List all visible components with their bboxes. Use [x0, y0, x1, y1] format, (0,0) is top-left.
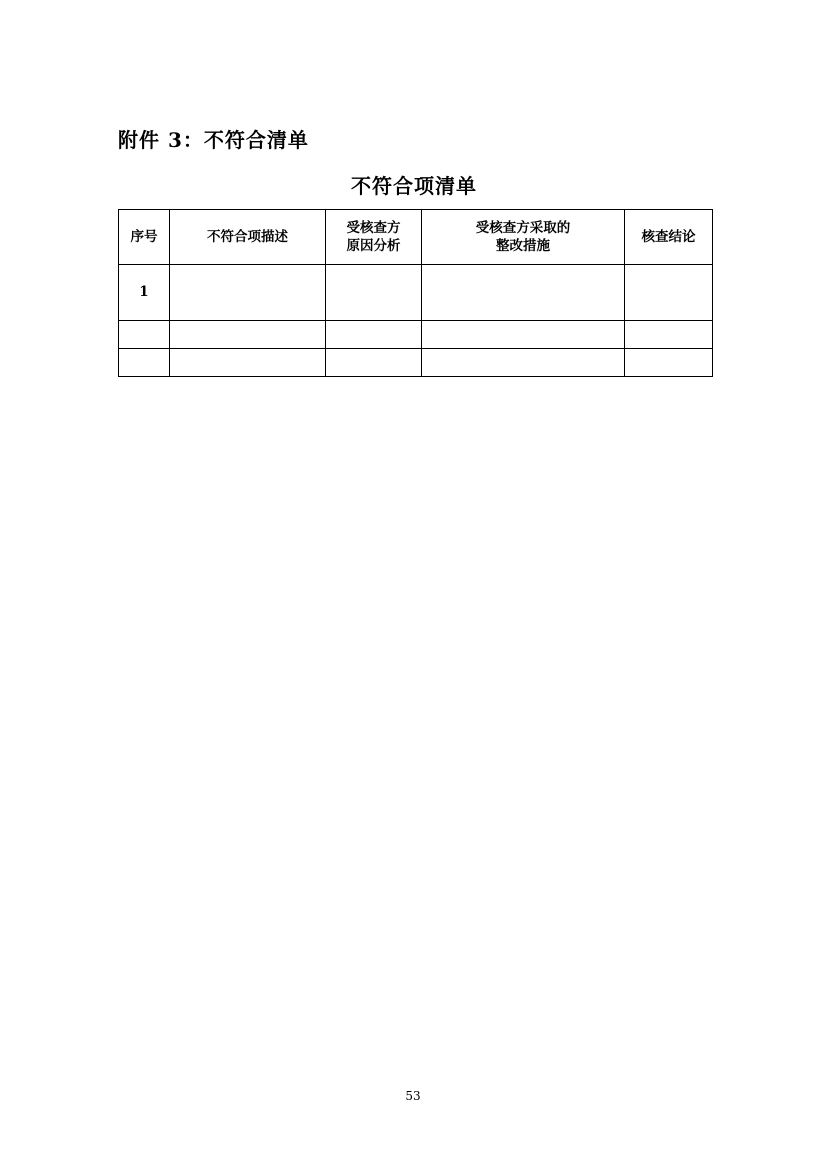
- cell-cause[interactable]: [326, 349, 422, 377]
- cell-conclusion[interactable]: [625, 265, 713, 321]
- cell-action[interactable]: [422, 265, 625, 321]
- column-header-description: [170, 210, 326, 265]
- column-header-cause: [326, 210, 422, 265]
- cell-index: [119, 321, 170, 349]
- page-title: 附件 3：不符合清单: [118, 128, 309, 152]
- column-header-conclusion: [625, 210, 713, 265]
- cell-index: [119, 349, 170, 377]
- cell-description[interactable]: [170, 321, 326, 349]
- page-number: 53: [405, 1089, 421, 1103]
- cell-index: 1: [119, 265, 170, 321]
- table-row: [119, 321, 713, 349]
- table-row: [119, 265, 713, 321]
- table-row: [119, 349, 713, 377]
- column-header-description-label: 不符合项描述: [207, 228, 288, 245]
- cell-description[interactable]: [170, 349, 326, 377]
- column-header-action: [422, 210, 625, 265]
- cell-cause[interactable]: [326, 321, 422, 349]
- column-header-action-label-line1: 受核查方采取的: [475, 219, 571, 236]
- column-header-index: [119, 210, 170, 265]
- cell-description[interactable]: [170, 265, 326, 321]
- column-header-cause-label-line1: 受核查方: [346, 219, 401, 236]
- cell-action[interactable]: [422, 349, 625, 377]
- cell-conclusion[interactable]: [625, 321, 713, 349]
- cell-cause[interactable]: [326, 265, 422, 321]
- table-title: 不符合项清单: [351, 174, 477, 198]
- table-header-row: [119, 210, 713, 265]
- nonconformity-table: [118, 209, 713, 377]
- cell-action[interactable]: [422, 321, 625, 349]
- column-header-index-label: 序号: [130, 228, 158, 245]
- cell-conclusion[interactable]: [625, 349, 713, 377]
- column-header-conclusion-label: 核查结论: [641, 228, 696, 245]
- column-header-cause-label-line2: 原因分析: [346, 238, 401, 254]
- column-header-action-label-line2: 整改措施: [496, 238, 550, 254]
